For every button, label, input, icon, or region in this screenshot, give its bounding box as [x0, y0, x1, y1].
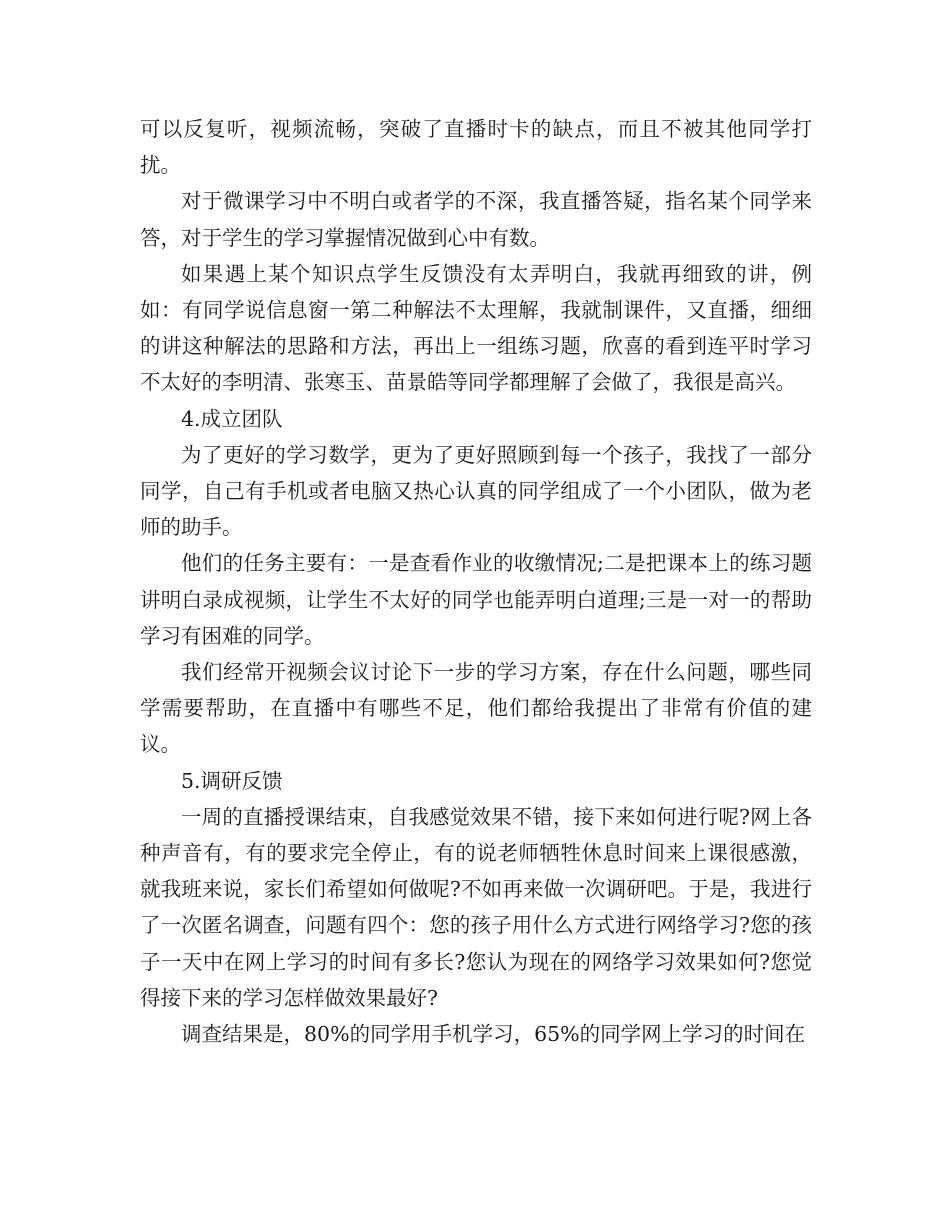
section-heading-team: 4.成立团队 [181, 406, 283, 431]
section-heading-survey: 5.调研反馈 [181, 768, 283, 793]
paragraph-detailed-explanation: 如果遇上某个知识点学生反馈没有太弄明白，我就再细致的讲，例如：有同学说信息窗一第二种解法不太理解，我就制课件，又直播，细细的讲这种解法的思路和方法，再出上一组练习题，欣喜的看到连平时学习不太好的李明清、张寒玉、苗景皓等同学都理解了会做了，我很是高兴。 [140, 261, 812, 395]
paragraph-qa: 对于微课学习中不明白或者学的不深，我直播答疑，指名某个同学来答，对于学生的学习掌握情况做到心中有数。 [140, 189, 812, 250]
paragraph-video-meetings: 我们经常开视频会议讨论下一步的学习方案，存在什么问题，哪些同学需要帮助，在直播中有哪些不足，他们都给我提出了非常有价值的建议。 [140, 660, 812, 757]
paragraph-team-formation: 为了更好的学习数学，更为了更好照顾到每一个孩子，我找了一部分同学，自己有手机或者电脑又热心认真的同学组成了一个小团队，做为老师的助手。 [140, 442, 812, 540]
paragraph-continued: 可以反复听，视频流畅，突破了直播时卡的缺点，而且不被其他同学打扰。 [140, 117, 812, 178]
paragraph-survey-intro: 一周的直播授课结束，自我感觉效果不错，接下来如何进行呢?网上各种声音有，有的要求完全停止，有的说老师牺牲休息时间来上课很感激，就我班来说，家长们希望如何做呢?不如再来做一次调研吧。于是，我进行了一次匿名调查，问题有四个：您的孩子用什么方式进行网络学习?您的孩子一天中在网上学习的时间有多长?您认为现在的网络学习效果如何?您觉得接下来的学习怎样做效果最好? [140, 804, 812, 1010]
document-body [140, 111, 812, 1052]
paragraph-survey-results: 调查结果是，80%的同学用手机学习，65%的同学网上学习的时间在 [181, 1022, 806, 1047]
paragraph-team-tasks: 他们的任务主要有：一是查看作业的收缴情况;二是把课本上的练习题讲明白录成视频，让学生不太好的同学也能弄明白道理;三是一对一的帮助学习有困难的同学。 [140, 551, 812, 648]
